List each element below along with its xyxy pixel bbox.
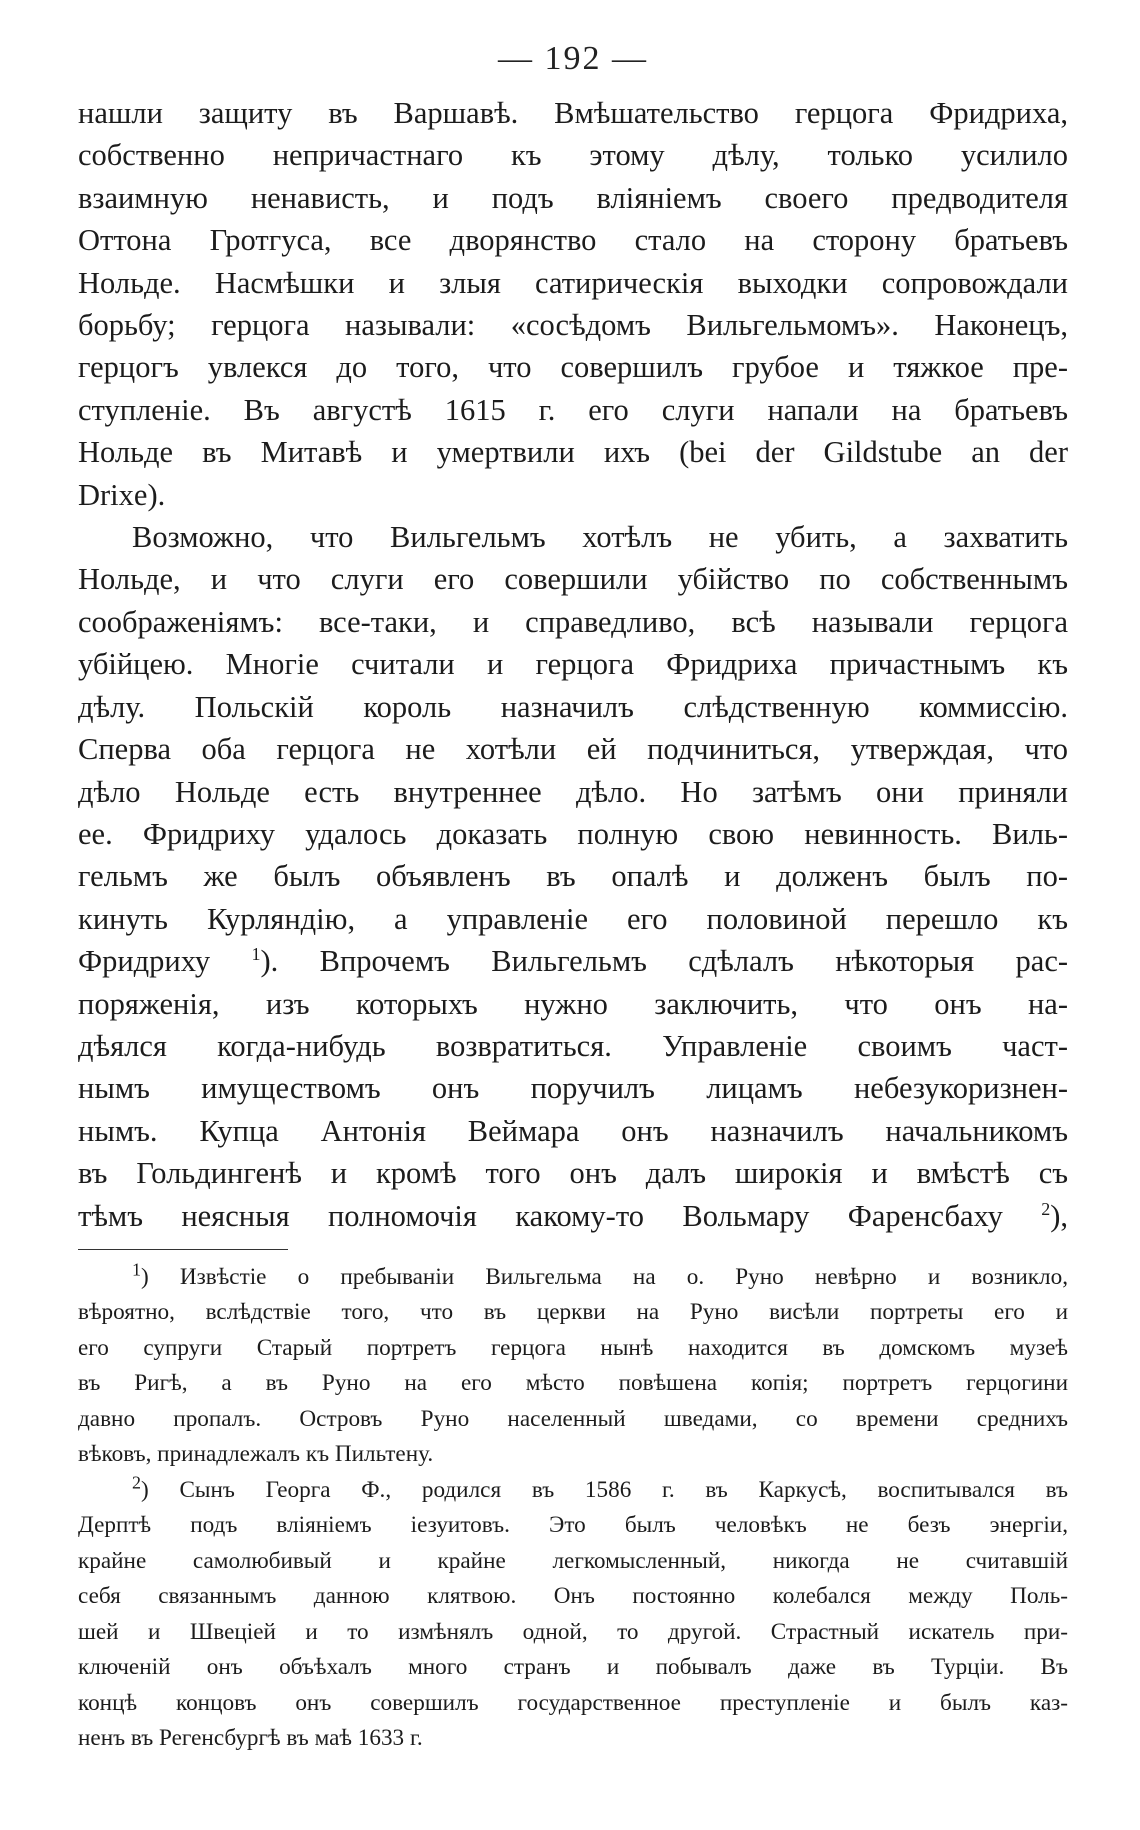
- footnote-line: его супруги Старый портретъ герцога нынѣ находится въ домскомъ музеѣ: [78, 1334, 1068, 1361]
- text-line: поряженія, изъ которыхъ нужно заключить, что онъ на-: [78, 986, 1068, 1021]
- footnote-line: шей и Швеціей и то измѣнялъ одной, то другой. Страстный искатель при-: [78, 1618, 1068, 1645]
- text-line: ступленіе. Въ августѣ 1615 г. его слуги напали на братьевъ: [78, 392, 1068, 427]
- footnote-ref-1[interactable]: 1: [251, 943, 261, 964]
- text-line: Возможно, что Вильгельмъ хотѣлъ не убить, а захватить: [132, 520, 1068, 555]
- footnotes: [78, 1260, 1068, 1757]
- text-line: убійцею. Многіе считали и герцога Фридриха причастнымъ къ: [78, 647, 1068, 682]
- footnote-line: Дерптѣ подъ вліяніемъ іезуитовъ. Это былъ человѣкъ не безъ энергіи,: [78, 1512, 1068, 1539]
- text-line: дѣло Нольде есть внутреннее дѣло. Но затѣмъ они приняли: [78, 774, 1068, 809]
- footnote-line: ненъ въ Регенсбургѣ въ маѣ 1633 г.: [78, 1725, 423, 1752]
- footnote-line: ключеній онъ объѣхалъ много странъ и побывалъ даже въ Турціи. Въ: [78, 1654, 1068, 1681]
- page-number: — 192 —: [498, 40, 648, 77]
- footnote-line: вѣроятно, вслѣдствіе того, что въ церкви на Руно висѣли портреты его и: [78, 1299, 1068, 1326]
- text-line: дѣялся когда-нибудь возвратиться. Управленіе своимъ част-: [78, 1028, 1068, 1063]
- text-line: Нольде. Насмѣшки и злыя сатирическія выходки сопровождали: [78, 265, 1068, 300]
- footnote-line: давно пропалъ. Островъ Руно населенный шведами, со времени среднихъ: [78, 1405, 1068, 1432]
- footnote-line: $^1$) Извѣстіе о пребываніи Вильгельма на о. Руно невѣрно и возникло,: [132, 1259, 1068, 1290]
- book-page: [78, 40, 1068, 1757]
- text-line: взаимную ненависть, и подъ вліяніемъ своего предводителя: [78, 180, 1068, 215]
- footnote-mark-2: 2: [132, 1472, 141, 1493]
- text-line: Нольде въ Митавѣ и умертвили ихъ (bei der Gildstube an der: [78, 435, 1068, 470]
- text-line: Оттона Гротгуса, все дворянство стало на сторону братьевъ: [78, 223, 1068, 258]
- footnote-line: $^2$) Сынъ Георга Ф., родился въ 1586 г. въ Каркусѣ, воспитывался въ: [132, 1472, 1068, 1503]
- text-line: Drixe).: [78, 477, 166, 512]
- text-line: Сперва оба герцога не хотѣли ей подчиниться, утверждая, что: [78, 732, 1068, 767]
- text-line: нымъ. Купца Антонія Веймара онъ назначилъ начальникомъ: [78, 1113, 1068, 1148]
- footnote-ref-2[interactable]: 2: [1041, 1198, 1051, 1219]
- footnote-line: въ Ригѣ, а въ Руно на его мѣсто повѣшена копія; портретъ герцогини: [78, 1370, 1068, 1397]
- text-line: тѣмъ неясныя полномочія какому-то Вольмару Фаренсбаху $^2$),: [78, 1198, 1069, 1233]
- text-line: въ Гольдингенѣ и кромѣ того онъ далъ широкія и вмѣстѣ съ: [78, 1156, 1068, 1191]
- footnote-mark-1: 1: [132, 1259, 141, 1280]
- footnote-line: себя связаннымъ данною клятвою. Онъ постоянно колебался между Поль-: [78, 1583, 1068, 1610]
- text-line: Нольде, и что слуги его совершили убійство по собственнымъ: [78, 562, 1068, 597]
- text-line: Фридриху $^1$). Впрочемъ Вильгельмъ сдѣлалъ нѣкоторыя рас-: [78, 943, 1069, 979]
- footnote-line: крайне самолюбивый и крайне легкомысленный, никогда не считавшій: [78, 1547, 1068, 1574]
- text-line: борьбу; герцога называли: «сосѣдомъ Вильгельмомъ». Наконецъ,: [78, 308, 1068, 343]
- text-line: ее. Фридриху удалось доказать полную свою невинность. Виль-: [78, 816, 1068, 851]
- text-line: нашли защиту въ Варшавѣ. Вмѣшательство герцога Фридриха,: [78, 96, 1068, 130]
- text-line: герцогъ увлекся до того, что совершилъ грубое и тяжкое пре-: [78, 350, 1068, 385]
- footnote-line: вѣковъ, принадлежалъ къ Пильтену.: [78, 1441, 434, 1468]
- text-line: кинуть Курляндію, а управленіе его половиной перешло къ: [78, 901, 1068, 936]
- text-line: собственно непричастнаго къ этому дѣлу, только усилило: [78, 138, 1068, 173]
- text-line: гельмъ же былъ объявленъ въ опалѣ и долженъ былъ по-: [78, 859, 1068, 894]
- text-line: нымъ имуществомъ онъ поручилъ лицамъ небезукоризнен-: [78, 1071, 1068, 1106]
- main-text: [78, 92, 1068, 1237]
- footnote-line: концѣ концовъ онъ совершилъ государственное преступленіе и былъ каз-: [78, 1689, 1068, 1716]
- footnote-divider: [78, 1249, 288, 1250]
- text-line: дѣлу. Польскій король назначилъ слѣдственную коммиссію.: [78, 689, 1068, 724]
- text-line: соображеніямъ: все-таки, и справедливо, всѣ называли герцога: [78, 604, 1068, 639]
